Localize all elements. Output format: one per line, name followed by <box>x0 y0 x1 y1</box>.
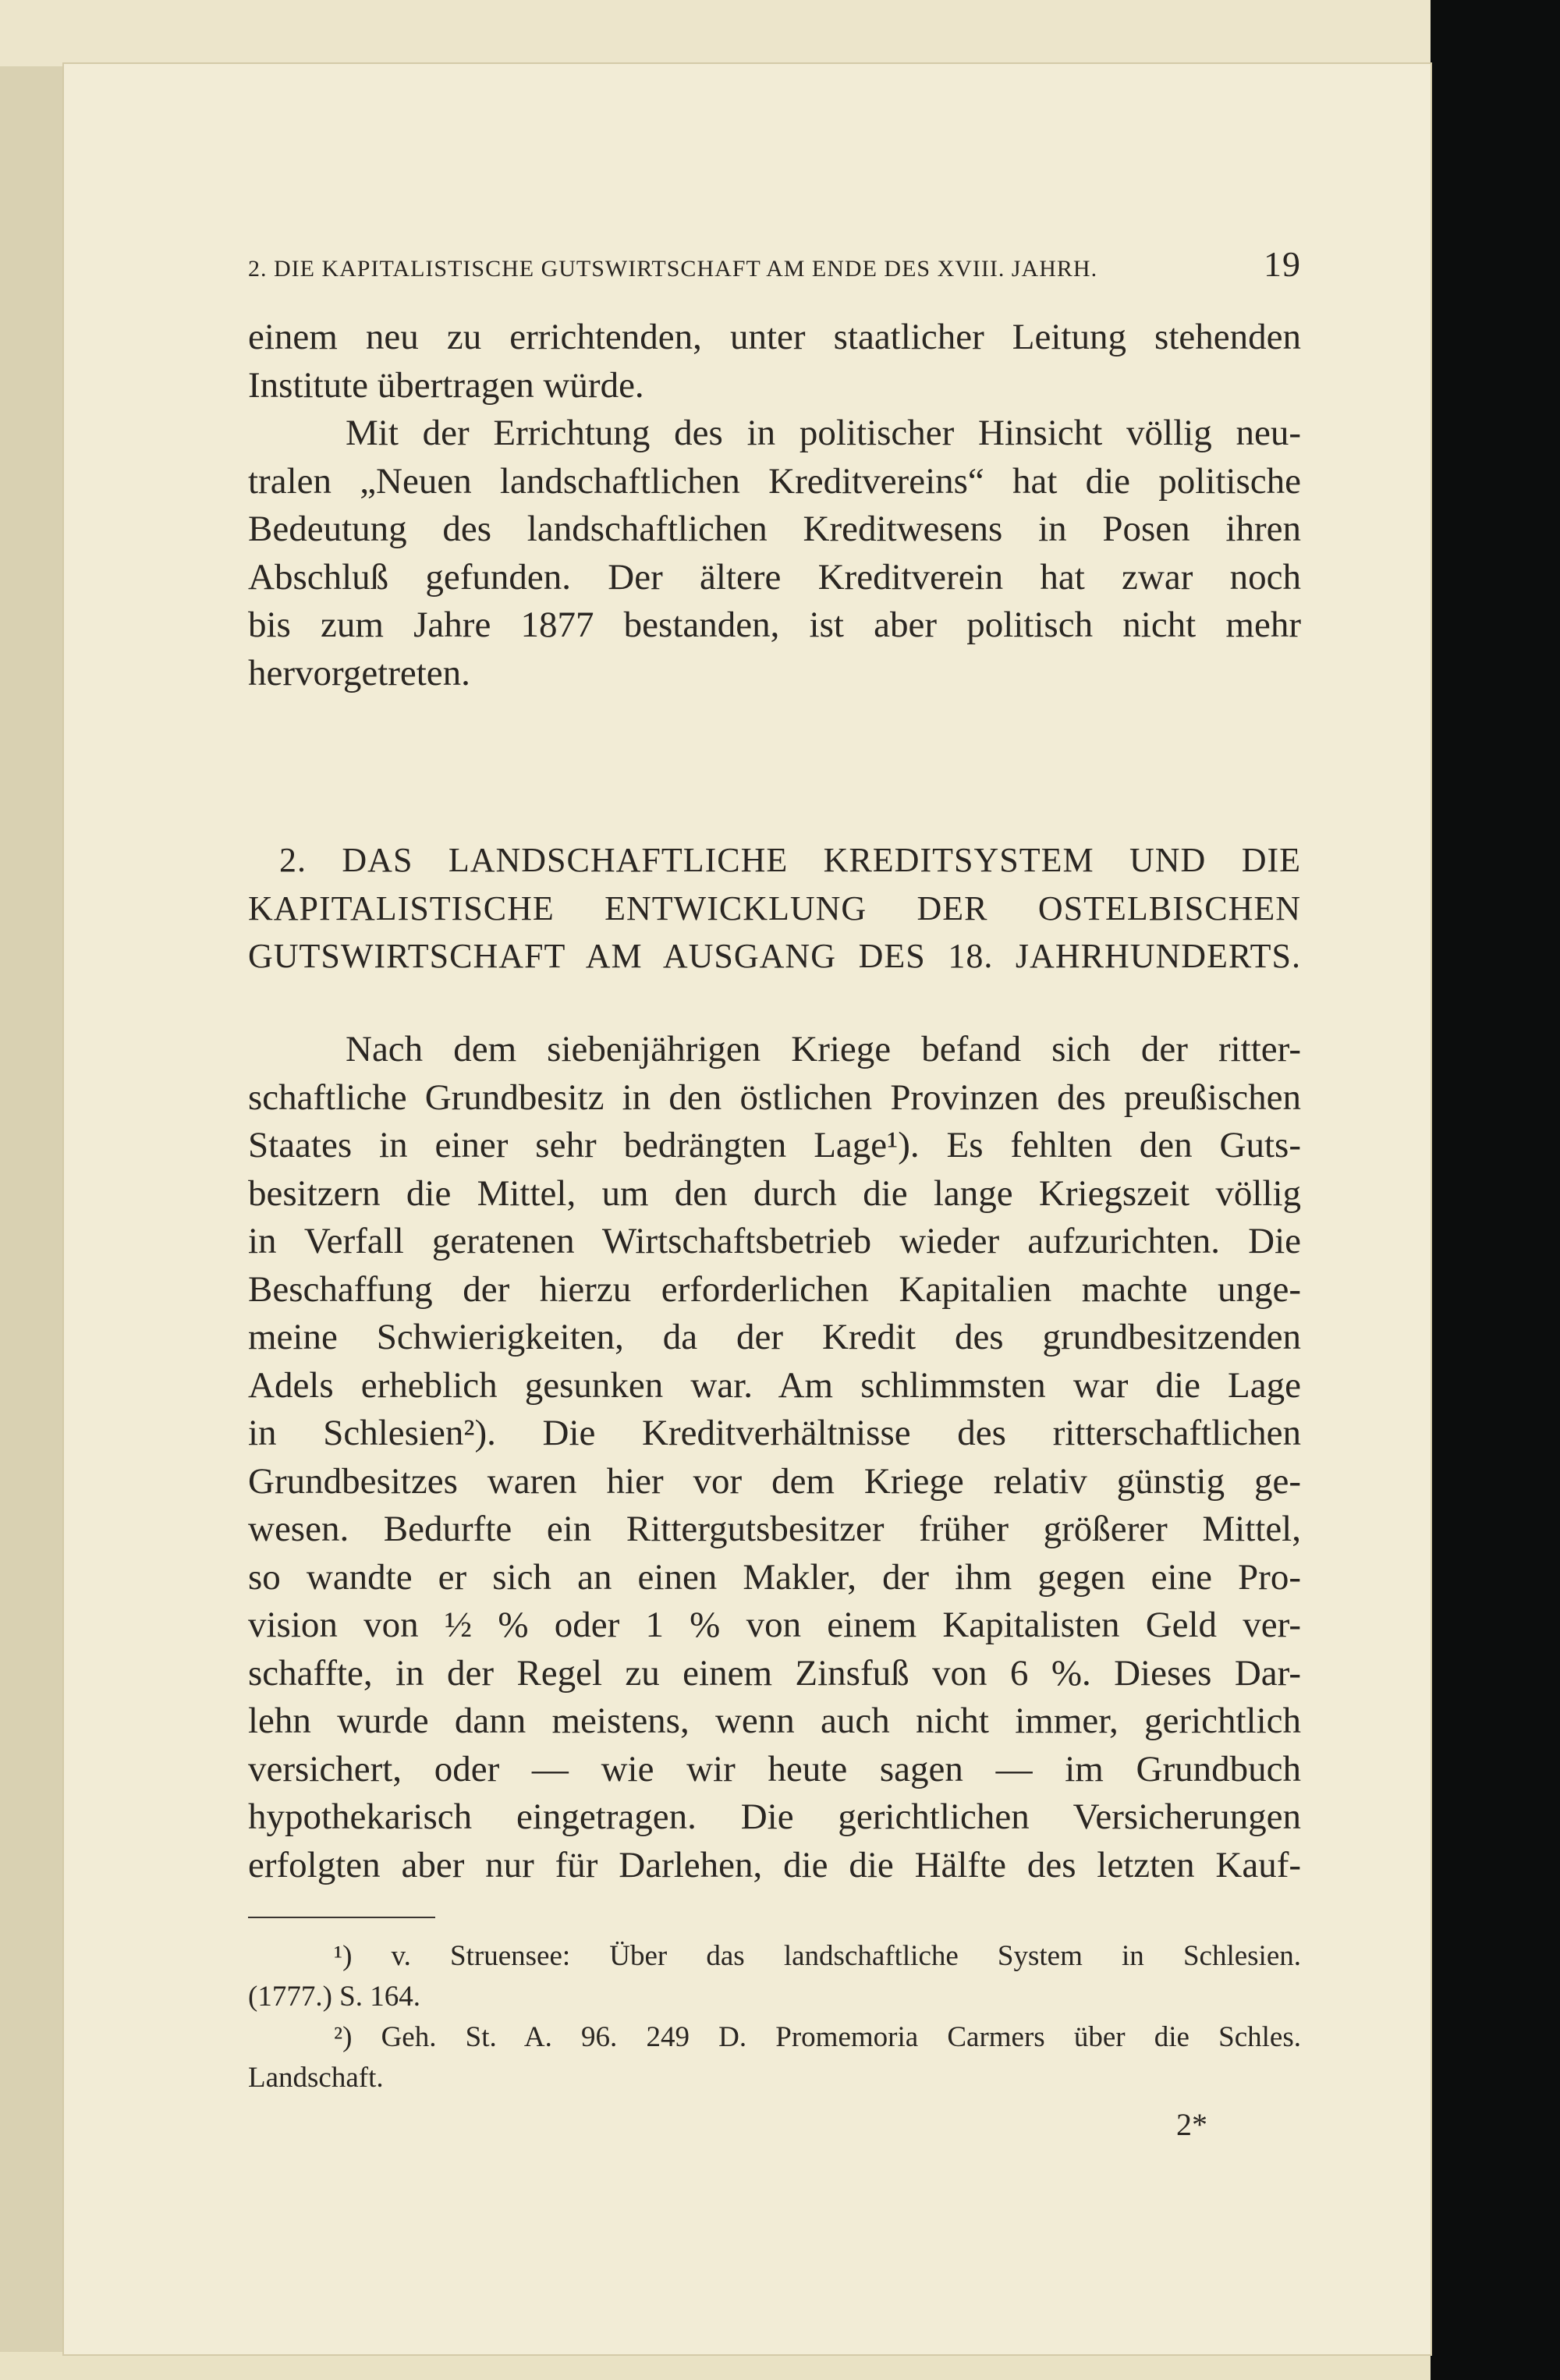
signature-mark: 2* <box>1176 2107 1207 2142</box>
top-edge <box>0 0 1560 66</box>
running-head <box>248 243 1301 285</box>
paragraph-3 <box>248 1026 1301 1889</box>
text-line: Abschluß gefunden. Der ältere Kreditverein hat zwar noch <box>248 556 1301 598</box>
footnote-line: Landschaft. <box>248 2062 384 2094</box>
text-line: hervorgetreten. <box>248 652 470 693</box>
left-page-edge <box>0 66 64 2352</box>
text-line: Mit der Errichtung des in politischer Hinsicht völlig neu- <box>346 413 1301 453</box>
heading-line: KAPITALISTISCHE ENTWICKLUNG DER OSTELBISCHEN <box>248 889 1301 928</box>
text-line: Beschaffung der hierzu erforderlichen Kapitalien machte unge- <box>248 1268 1301 1310</box>
text-line: meine Schwierigkeiten, da der Kredit des grundbesitzenden <box>248 1317 1301 1357</box>
text-line: Staates in einer sehr bedrängten Lage¹). Es fehlten den Guts- <box>248 1125 1301 1165</box>
text-line: Institute übertragen würde. <box>248 364 644 406</box>
footnote-2 <box>248 2017 1301 2098</box>
text-line: wesen. Bedurfte ein Rittergutsbesitzer früher größerer Mittel, <box>248 1509 1301 1549</box>
text-line: Grundbesitzes waren hier vor dem Kriege relativ günstig ge- <box>248 1460 1301 1502</box>
text-line: hypothekarisch eingetragen. Die gerichtlichen Versicherungen <box>248 1797 1301 1837</box>
text-line: tralen „Neuen landschaftlichen Kreditvereins“ hat die politische <box>248 460 1301 502</box>
page-content <box>181 64 1301 2354</box>
text-line: bis zum Jahre 1877 bestanden, ist aber politisch nicht mehr <box>248 605 1301 645</box>
paragraph-2 <box>248 410 1301 697</box>
text-line: in Verfall geratenen Wirtschaftsbetrieb wieder aufzurichten. Die <box>248 1221 1301 1261</box>
text-line: vision von ½ % oder 1 % von einem Kapitalisten Geld ver- <box>248 1605 1301 1645</box>
book-spine-shadow <box>1431 0 1560 2380</box>
running-head-title: 2. DIE KAPITALISTISCHE GUTSWIRTSCHAFT AM ENDE DES XVIII. JAHRH. <box>248 256 1098 282</box>
text-line: besitzern die Mittel, um den durch die lange Kriegszeit völlig <box>248 1172 1301 1214</box>
text-line: versichert, oder — wie wir heute sagen — im Grundbuch <box>248 1748 1301 1789</box>
heading-line: 2. DAS LANDSCHAFTLICHE KREDITSYSTEM UND DIE <box>279 841 1301 879</box>
footnote-1 <box>248 1936 1301 2017</box>
text-line: schaftliche Grundbesitz in den östlichen Provinzen des preußischen <box>248 1076 1301 1118</box>
text-line: Bedeutung des landschaftlichen Kreditwesens in Posen ihren <box>248 509 1301 549</box>
footnote-line: ²) Geh. St. A. 96. 249 D. Promemoria Carmers über die Schles. <box>334 2021 1301 2053</box>
heading-line: GUTSWIRTSCHAFT AM AUSGANG DES 18. JAHRHUNDERTS. <box>248 937 1301 975</box>
paragraph-1 <box>248 314 1301 410</box>
footnote-line: (1777.) S. 164. <box>248 1981 420 2013</box>
text-line: erfolgten aber nur für Darlehen, die die Hälfte des letzten Kauf- <box>248 1844 1301 1885</box>
book-page <box>64 64 1431 2354</box>
text-line: in Schlesien²). Die Kreditverhältnisse des ritterschaftlichen <box>248 1413 1301 1453</box>
text-line: Adels erheblich gesunken war. Am schlimmsten war die Lage <box>248 1364 1301 1406</box>
text-line: Nach dem siebenjährigen Kriege befand sich der ritter- <box>346 1029 1301 1069</box>
text-line: schaffte, in der Regel zu einem Zinsfuß von 6 %. Dieses Dar- <box>248 1652 1301 1694</box>
footnote-rule <box>248 1917 435 1918</box>
footnote-line: ¹) v. Struensee: Über das landschaftliche System in Schlesien. <box>334 1940 1301 1972</box>
text-line: so wandte er sich an einen Makler, der ihm gegen eine Pro- <box>248 1556 1301 1598</box>
text-line: lehn wurde dann meistens, wenn auch nicht immer, gerichtlich <box>248 1701 1301 1741</box>
text-line: einem neu zu errichtenden, unter staatlicher Leitung stehenden <box>248 317 1301 357</box>
section-heading <box>248 836 1301 981</box>
page-number: 19 <box>1264 244 1301 284</box>
